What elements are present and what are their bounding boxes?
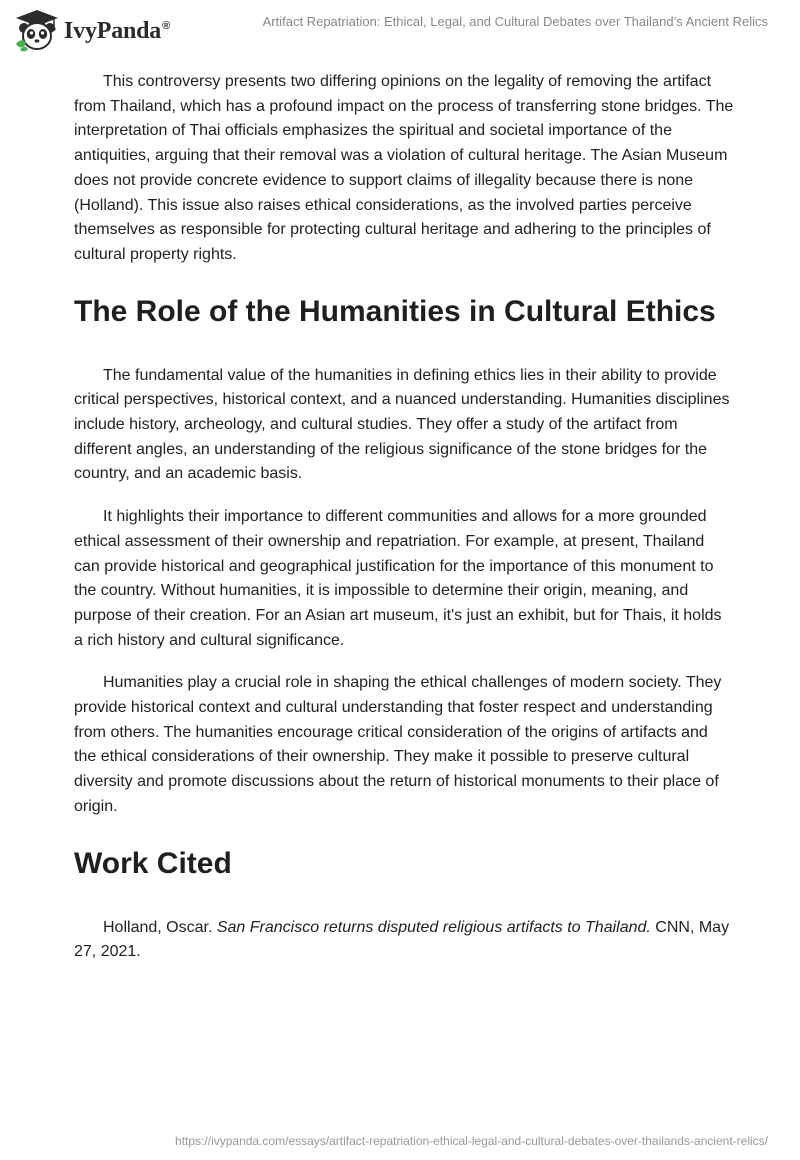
source-url[interactable]: https://ivypanda.com/essays/artifact-repatriation-ethical-legal-and-cultural-debates-over-thailands-ancient-relics/ — [175, 1134, 768, 1148]
citation-title: San Francisco returns disputed religious artifacts to Thailand. — [216, 918, 651, 936]
citation-author: Holland, Oscar. — [103, 918, 213, 936]
intro-paragraph: This controversy presents two differing opinions on the legality of removing the artifact from Thailand, which has a profound impact on the process of transferring stone bridges. The interpretation of Thai officials emphasizes the spiritual and societal importance of the antiquities, arguing that their removal was a violation of cultural heritage. The Asian Museum does not provide concrete evidence to support claims of illegality because there is none (Holland). This issue also raises ethical considerations, as the involved parties perceive themselves as responsible for protecting cultural heritage and adhering to the principles of cultural property rights. — [74, 73, 734, 263]
humanities-paragraph-2: It highlights their importance to different communities and allows for a more grounded ethical assessment of their ownership and repatriation. For example, at present, Thailand can provide historical and geographical justification for the importance of this monument to the country. Without humanities, it is impossible to determine their origin, meaning, and purpose of their creation. For an Asian art museum, it's just an exhibit, but for Thais, it holds a rich history and cultural significance. — [74, 508, 722, 649]
running-title: Artifact Repatriation: Ethical, Legal, and Cultural Debates over Thailand’s Ancient Relics — [262, 14, 768, 29]
humanities-paragraph-3: Humanities play a crucial role in shaping the ethical challenges of modern society. They provide historical context and cultural understanding that foster respect and understanding from others. The humanities encourage critical consideration of the origins of artifacts and the ethical considerations of their ownership. They make it possible to preserve cultural diversity and promote discussions about the return of historical monuments to their place of origin. — [74, 674, 722, 815]
essay-content — [74, 70, 734, 965]
section-heading-work-cited: Work Cited — [74, 846, 232, 880]
brand-name: IvyPanda® — [64, 17, 171, 44]
citation-entry — [74, 916, 734, 965]
panda-graduate-icon — [14, 8, 60, 52]
page-header — [0, 0, 800, 60]
registered-mark: ® — [162, 19, 171, 32]
citation-source: CNN, May 27, 2021. — [74, 918, 730, 961]
humanities-paragraph-1: The fundamental value of the humanities in defining ethics lies in their ability to provide critical perspectives, historical context, and a nuanced understanding. Humanities disciplines include history, archeology, and cultural studies. They offer a study of the artifact from different angles, an understanding of the religious significance of the stone bridges for the country, and an academic basis. — [74, 366, 730, 483]
section-heading-humanities: The Role of the Humanities in Cultural Ethics — [74, 294, 716, 328]
ivypanda-logo[interactable] — [14, 8, 170, 52]
